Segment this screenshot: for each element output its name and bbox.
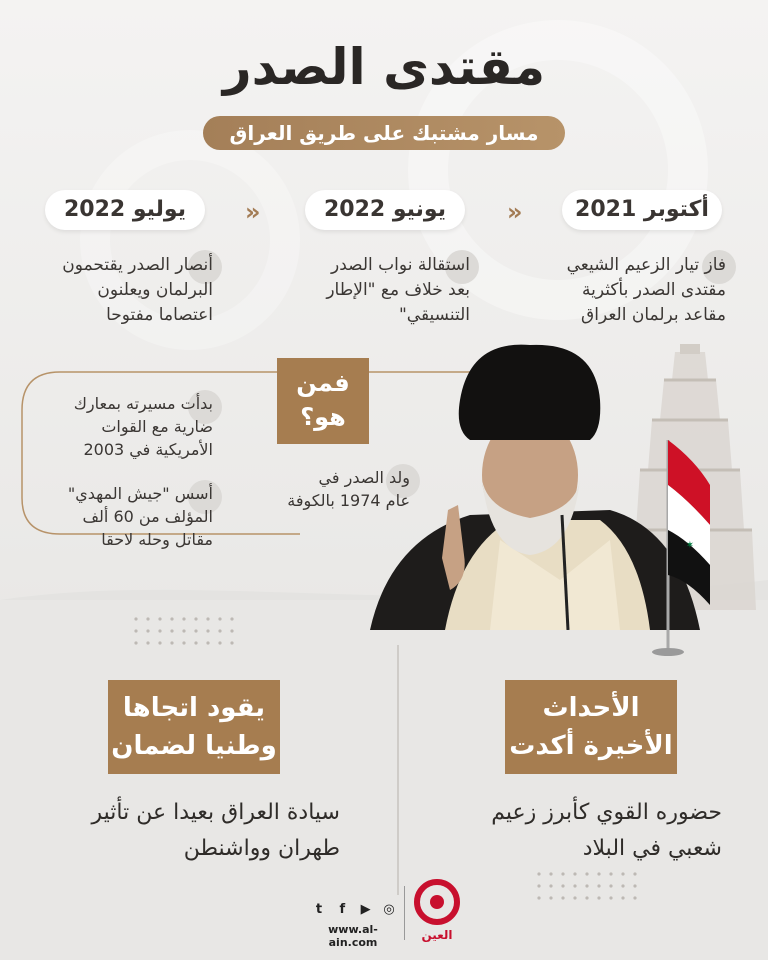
timeline-chevron-icon: « [507, 198, 523, 226]
page-title: مقتدى الصدر [222, 38, 546, 96]
timeline-date-jun-2022: يونيو 2022 [305, 190, 465, 230]
national-direction-heading: يقود اتجاها وطنيا لضمان [108, 680, 280, 774]
brand-name: العين [421, 928, 453, 942]
birth-text: ولد الصدر في عام 1974 بالكوفة [287, 468, 410, 510]
instagram-icon[interactable]: ◎ [383, 901, 395, 917]
svg-text:✶: ✶ [685, 540, 695, 551]
timeline-date-jul-2022: يوليو 2022 [45, 190, 205, 230]
recent-events-text: حضوره القوي كأبرز زعيم شعبي في البلاد [491, 800, 722, 861]
timeline-event-text: استقالة نواب الصدر بعد خلاف مع "الإطار التنسيقي" [326, 255, 470, 325]
facebook-icon[interactable]: f [339, 901, 346, 917]
national-direction-text: سيادة العراق بعيدا عن تأثير طهران وواشنطن [91, 800, 340, 861]
social-icons [310, 898, 398, 920]
page-subtitle: مسار مشتبك على طريق العراق [203, 116, 565, 150]
website-url[interactable]: www.al-ain.com [328, 923, 378, 949]
column-divider [397, 645, 399, 895]
decorative-dot-grid [535, 870, 655, 912]
timeline-date-oct-2021: أكتوبر 2021 [562, 190, 722, 230]
recent-events-heading: الأحداث الأخيرة أكدت [505, 680, 677, 774]
timeline-event-text: أنصار الصدر يقتحمون البرلمان ويعلنون اعتصاما مفتوحا [62, 255, 213, 325]
who-is-he-box: فمن هو؟ [277, 358, 369, 444]
youtube-icon[interactable]: ▶ [360, 901, 371, 917]
iraq-flag-icon [640, 440, 720, 660]
twitter-icon[interactable]: t [315, 901, 323, 917]
bio-text-army: أسس "جيش المهدي" المؤلف من 60 ألف مقاتل وحله لاحقا [67, 484, 213, 549]
timeline-event-text: فاز تيار الزعيم الشيعي مقتدى الصدر بأكثرية مقاعد برلمان العراق [566, 255, 726, 325]
footer-separator [404, 886, 405, 940]
timeline-chevron-icon: « [245, 198, 261, 226]
decorative-dot-grid [132, 615, 252, 657]
bio-text-battles: بدأت مسيرته بمعارك ضارية مع القوات الأمريكية في 2003 [73, 394, 213, 459]
